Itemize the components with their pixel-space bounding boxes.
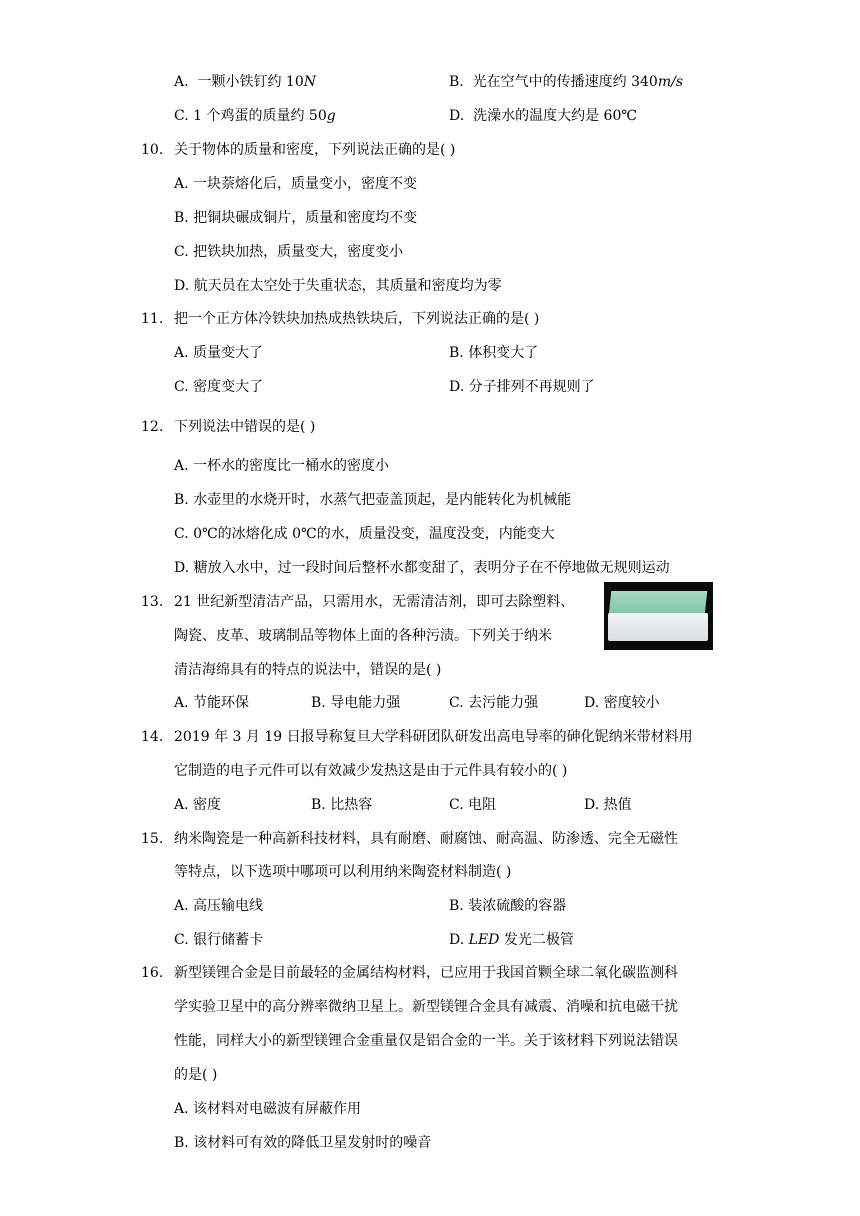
q16-stem-line-1: 新型镁锂合金是目前最轻的金属结构材料，已应用于我国首颗全球二氧化碳监测科 xyxy=(174,965,678,981)
q13-option-b: B. 导电能力强 xyxy=(311,695,401,711)
q13-stem-line-2: 陶瓷、皮革、玻璃制品等物体上面的各种污渍。下列关于纳米 xyxy=(174,628,552,644)
sponge-white-layer xyxy=(608,613,708,641)
q11-number: 11. xyxy=(141,311,164,327)
q9-option-d-text: 洗澡水的温度大约是 60℃ xyxy=(473,108,638,124)
q14-option-c: C. 电阻 xyxy=(449,797,497,813)
q9-option-d xyxy=(449,106,637,126)
q9-option-c xyxy=(174,106,336,126)
q12-number: 12. xyxy=(141,419,164,435)
q15-stem-line-2: 等特点，以下选项中哪项可以利用纳米陶瓷材料制造( ) xyxy=(174,864,512,880)
q10-stem: 关于物体的质量和密度，下列说法正确的是( ) xyxy=(174,142,456,158)
q13-option-c: C. 去污能力强 xyxy=(449,695,539,711)
q11-option-c: C. 密度变大了 xyxy=(174,379,264,395)
q11-option-a: A. 质量变大了 xyxy=(174,345,264,361)
q10-option-c: C. 把铁块加热，质量变大，密度变小 xyxy=(174,244,404,260)
q14-option-d: D. 热值 xyxy=(584,797,632,813)
q14-stem-line-1: 2019 年 3 月 19 日报导称复旦大学科研团队研发出高电导率的砷化铌纳米带材料用 xyxy=(174,729,693,745)
q15-option-c: C. 银行储蓄卡 xyxy=(174,932,264,948)
q12-option-d: D. 糖放入水中，过一段时间后整杯水都变甜了，表明分子在不停地做无规则运动 xyxy=(174,560,670,576)
q15-option-d-label: D. xyxy=(449,932,465,948)
q13-stem-line-3: 清洁海绵具有的特点的说法中，错误的是( ) xyxy=(174,662,442,678)
q10-option-a: A. 一块萘熔化后，质量变小，密度不变 xyxy=(174,176,418,192)
q9-option-b-text: 光在空气中的传播速度约 340 xyxy=(472,74,658,90)
q9-option-d-label: D. xyxy=(449,108,465,124)
q9-option-b-unit: m/s xyxy=(657,74,684,90)
q12-option-c: C. 0℃的冰熔化成 0℃的水，质量没变，温度没变，内能变大 xyxy=(174,526,555,542)
q15-stem-line-1: 纳米陶瓷是一种高新科技材料，具有耐磨、耐腐蚀、耐高温、防渗透、完全无磁性 xyxy=(174,831,678,847)
q14-number: 14. xyxy=(141,729,164,745)
q15-option-a: A. 高压输电线 xyxy=(174,898,264,914)
q11-option-b: B. 体积变大了 xyxy=(449,345,539,361)
q15-option-d-text: 发光二极管 xyxy=(499,932,574,948)
q14-option-a: A. 密度 xyxy=(174,797,222,813)
q16-option-b: B. 该材料可有效的降低卫星发射时的噪音 xyxy=(174,1135,432,1151)
q9-option-b-label: B. xyxy=(449,74,464,90)
q10-option-b: B. 把铜块碾成铜片，质量和密度均不变 xyxy=(174,210,418,226)
q16-stem-line-4: 的是( ) xyxy=(174,1067,218,1083)
q15-option-d xyxy=(449,930,574,950)
q15-option-b: B. 装浓硫酸的容器 xyxy=(449,898,567,914)
q9-option-b xyxy=(449,72,683,92)
q16-stem-line-2: 学实验卫星中的高分辨率微纳卫星上。新型镁锂合金具有减震、消噪和抗电磁干扰 xyxy=(174,999,678,1015)
q9-option-a-label: A. xyxy=(174,74,189,90)
q13-stem-line-1: 21 世纪新型清洁产品，只需用水，无需清洁剂，即可去除塑料、 xyxy=(174,594,575,610)
q14-stem-line-2: 它制造的电子元件可以有效减少发热这是由于元件具有较小的( ) xyxy=(174,763,568,779)
q13-option-a: A. 节能环保 xyxy=(174,695,250,711)
sponge-green-layer xyxy=(609,591,708,615)
q12-option-a: A. 一杯水的密度比一桶水的密度小 xyxy=(174,458,390,474)
q11-option-d: D. 分子排列不再规则了 xyxy=(449,379,595,395)
q16-option-a: A. 该材料对电磁波有屏蔽作用 xyxy=(174,1101,362,1117)
q9-option-a xyxy=(174,72,316,92)
q13-number: 13. xyxy=(141,594,164,610)
q15-option-d-led: LED xyxy=(468,932,500,948)
q14-option-b: B. 比热容 xyxy=(311,797,373,813)
q9-option-c-label: C. xyxy=(174,108,189,124)
q12-stem: 下列说法中错误的是( ) xyxy=(174,419,316,435)
q9-option-c-unit: g xyxy=(326,108,336,124)
q16-number: 16. xyxy=(141,965,164,981)
q10-option-d: D. 航天员在太空处于失重状态，其质量和密度均为零 xyxy=(174,278,502,294)
q12-option-b: B. 水壶里的水烧开时，水蒸气把壶盖顶起，是内能转化为机械能 xyxy=(174,492,572,508)
q9-option-a-unit: N xyxy=(303,74,316,90)
q11-stem: 把一个正方体冷铁块加热成热铁块后，下列说法正确的是( ) xyxy=(174,311,540,327)
nano-sponge-image xyxy=(604,582,713,650)
q15-number: 15. xyxy=(141,831,164,847)
q9-option-a-text: 一颗小铁钉约 10 xyxy=(197,74,304,90)
q10-number: 10. xyxy=(141,142,164,158)
q9-option-c-text: 1 个鸡蛋的质量约 50 xyxy=(193,108,327,124)
q13-option-d: D. 密度较小 xyxy=(584,695,660,711)
q16-stem-line-3: 性能，同样大小的新型镁锂合金重量仅是铝合金的一半。关于该材料下列说法错误 xyxy=(174,1033,678,1049)
